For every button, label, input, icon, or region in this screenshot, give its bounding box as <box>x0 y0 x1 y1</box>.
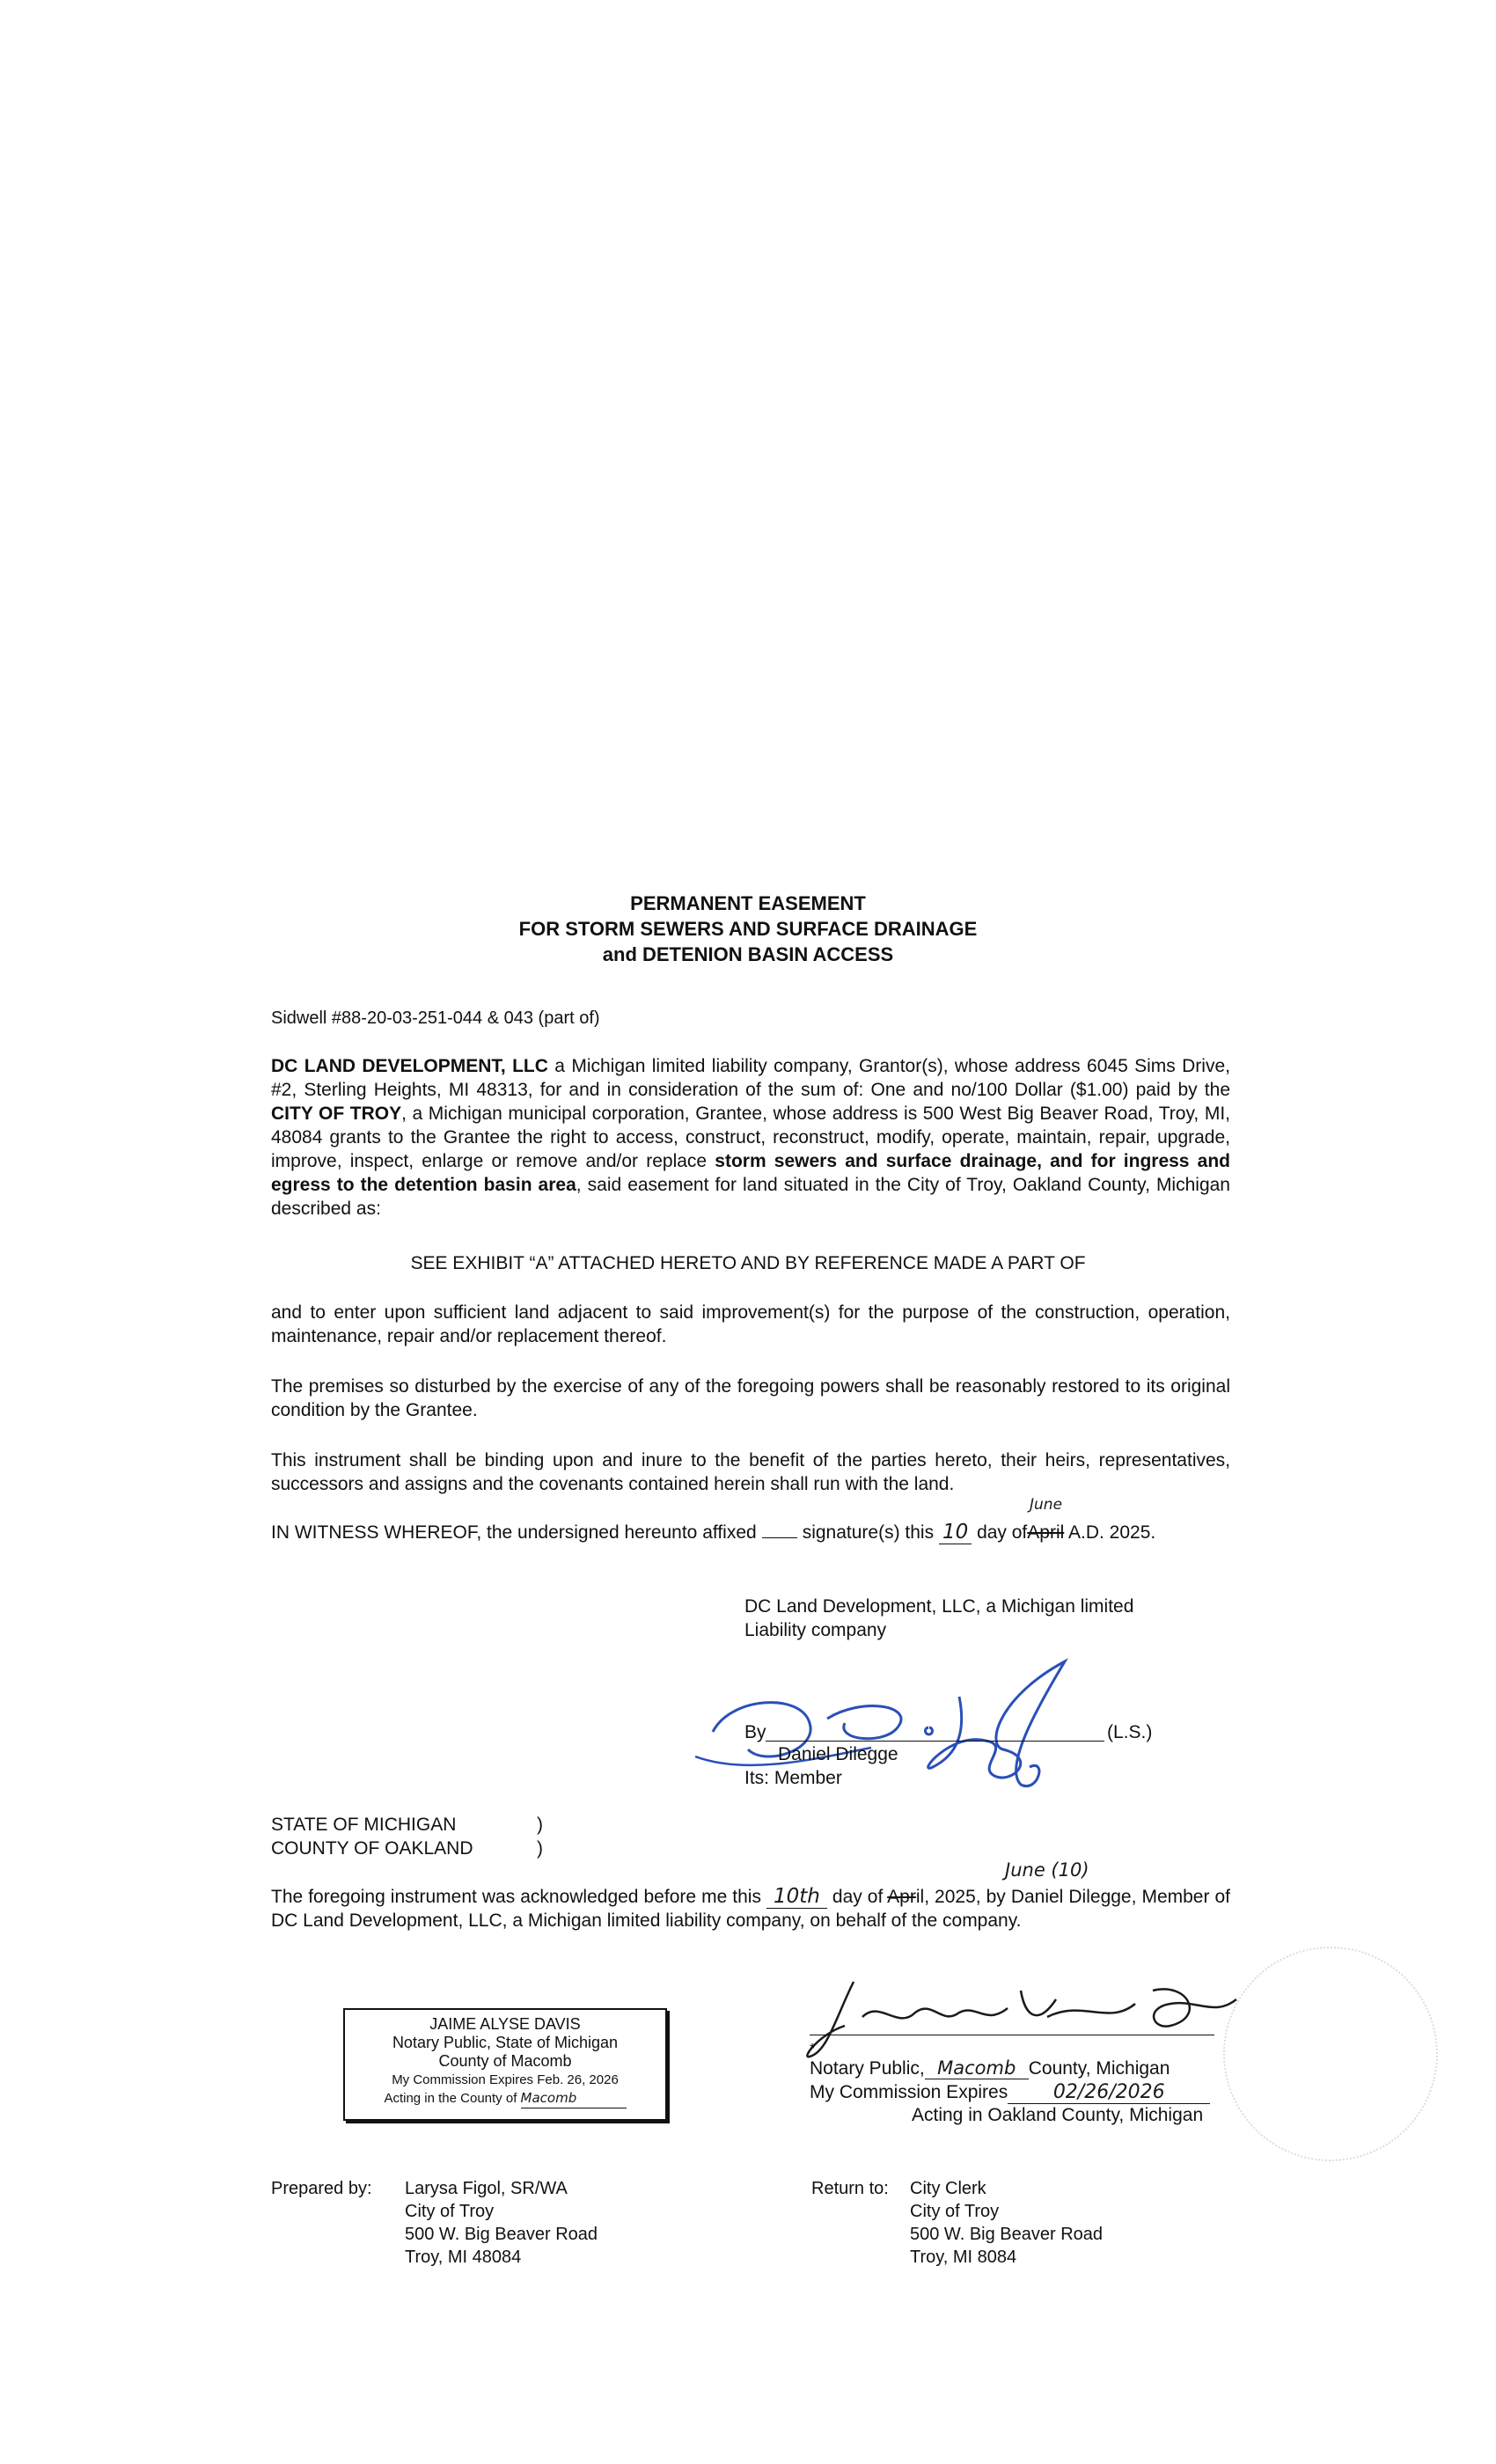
notary-signature-image <box>801 1964 1241 2061</box>
prepared-by-address <box>405 2177 598 2269</box>
ack-day-word: day of <box>832 1887 884 1907</box>
witness-month-handwritten: June <box>1030 1496 1063 1514</box>
grant-text-a: a Michigan limited liability company, Grantor(s), whose address 6045 Sims Drive, #2, Sterling Heights, MI 48313, for and in consideration of the sum of: One and no/100 Dollar ($1.00) paid by the <box>271 1056 1230 1100</box>
witness-day-word: day of <box>977 1522 1028 1543</box>
return-to-line: City Clerk <box>910 2179 986 2198</box>
by-label: By <box>744 1722 766 1742</box>
exhibit-reference: SEE EXHIBIT “A” ATTACHED HERETO AND BY REFERENCE MADE A PART OF <box>410 1253 1086 1273</box>
grantor-signature-line <box>766 1741 1104 1742</box>
notary-expires-handwritten: 02/26/2026 <box>1008 2081 1210 2104</box>
document-title <box>0 891 1496 967</box>
ack-month-struck: Apr <box>887 1887 916 1907</box>
notary-stamp-name: JAIME ALYSE DAVIS <box>429 2015 581 2033</box>
ack-month-tail: il, 2025, by Daniel <box>915 1887 1064 1907</box>
title-line-1: PERMANENT EASEMENT <box>630 892 866 914</box>
notary-public-tail: County, Michigan <box>1028 2058 1170 2079</box>
easement-purpose: storm sewers and surface drainage, and for ingress and egress to the detention basin area <box>271 1151 1230 1195</box>
binding-paragraph: This instrument shall be binding upon and inure to the benefit of the parties hereto, their heirs, representatives, successors and assigns and the covenants contained herein shall run with the land. <box>271 1450 1230 1494</box>
notary-public-line <box>810 2057 1170 2079</box>
notary-stamp-line-4: My Commission Expires Feb. 26, 2026 <box>392 2072 619 2087</box>
grant-text-c: , said easement for land situated in the City of Troy, Oakland County, Michigan described as: <box>271 1175 1230 1219</box>
witness-month-struck: April <box>1027 1522 1065 1543</box>
title-line-2: FOR STORM SEWERS AND SURFACE DRAINAGE <box>518 918 978 940</box>
return-to-address <box>910 2177 1103 2269</box>
return-to-label: Return to: <box>811 2179 889 2198</box>
return-to-line: 500 W. Big Beaver Road <box>910 2225 1104 2244</box>
acknowledgment-paragraph <box>271 1885 1230 1932</box>
witness-year: A.D. 2025. <box>1067 1522 1156 1543</box>
entry-paragraph: and to enter upon sufficient land adjacent to said improvement(s) for the purpose of the construction, operation, maintenance, repair and/or replacement thereof. <box>271 1302 1230 1346</box>
company-line-1: DC Land Development, LLC, a Michigan limited <box>744 1596 1134 1617</box>
prepared-by-line: 500 W. Big Beaver Road <box>405 2225 598 2244</box>
ack-lead: The foregoing instrument was acknowledged before me this <box>271 1887 761 1907</box>
venue-paren-1: ) <box>537 1815 543 1835</box>
signature-count-blank <box>762 1522 797 1538</box>
title-line-3: and DETENION BASIN ACCESS <box>602 943 894 965</box>
ack-day-handwritten: 10th <box>766 1885 827 1909</box>
notary-stamp-line-2: Notary Public, State of Michigan <box>392 2034 619 2051</box>
grant-paragraph <box>271 1054 1230 1221</box>
grantee-name: CITY OF TROY <box>271 1104 402 1124</box>
prepared-by-line: City of Troy <box>405 2202 495 2221</box>
witness-mid: signature(s) this <box>802 1522 935 1543</box>
ls-label: (L.S.) <box>1107 1722 1153 1742</box>
witness-lead: IN WITNESS WHEREOF, the undersigned hereunto affixed <box>271 1522 757 1543</box>
notary-county-handwritten: Macomb <box>925 2057 1029 2079</box>
notary-stamp-county-handwritten: Macomb <box>521 2089 627 2108</box>
prepared-by-line: Larysa Figol, SR/WA <box>405 2179 568 2198</box>
notary-expires-label: My Commission Expires <box>810 2082 1008 2102</box>
grant-text-b: , a Michigan municipal corporation, Grantee, whose address is 500 West Big Beaver Road, Troy, MI, 48084 grants to the Grantee the right to access, construct, reconstruct, modify, operate, maintain, repair, upgrade, improve, inspect, enlarge or remove and/or replace <box>271 1104 1230 1171</box>
notary-stamp <box>343 2008 667 2121</box>
return-to-line: Troy, MI 8084 <box>910 2248 1017 2267</box>
signer-name: Daniel Dilegge <box>778 1744 898 1764</box>
notary-seal-impression <box>1223 1947 1438 2161</box>
prepared-by-line: Troy, MI 48084 <box>405 2248 522 2267</box>
venue-paren-2: ) <box>537 1838 543 1859</box>
ack-month-handwritten: June (10) <box>1005 1859 1089 1881</box>
notary-asterisk: * <box>810 2042 816 2057</box>
notary-stamp-line-5 <box>345 2089 665 2108</box>
grantor-name: DC LAND DEVELOPMENT, LLC <box>271 1056 548 1076</box>
witness-clause <box>271 1521 1155 1544</box>
venue-county: COUNTY OF OAKLAND <box>271 1838 473 1859</box>
ack-rest: Dilegge, Member of DC Land Development, LLC, a Michigan limited liability company, on behalf of the company. <box>271 1887 1231 1931</box>
witness-day-handwritten: 10 <box>939 1521 972 1544</box>
sidwell-number: Sidwell #88-20-03-251-044 & 043 (part of) <box>271 1008 600 1028</box>
notary-expires-line <box>810 2081 1210 2104</box>
restoration-paragraph: The premises so disturbed by the exercise of any of the foregoing powers shall be reasonably restored to its original condition by the Grantee. <box>271 1376 1230 1420</box>
notary-stamp-acting-label: Acting in the County of <box>384 2091 517 2106</box>
venue-state: STATE OF MICHIGAN <box>271 1815 457 1835</box>
company-line-2: Liability company <box>744 1620 887 1640</box>
notary-stamp-line-3: County of Macomb <box>438 2052 572 2070</box>
notary-public-label: Notary Public, <box>810 2058 925 2079</box>
signer-role: Its: Member <box>744 1768 842 1788</box>
prepared-by-label: Prepared by: <box>271 2179 372 2198</box>
return-to-line: City of Troy <box>910 2202 1000 2221</box>
notary-acting-county: Acting in Oakland County, Michigan <box>912 2105 1204 2125</box>
